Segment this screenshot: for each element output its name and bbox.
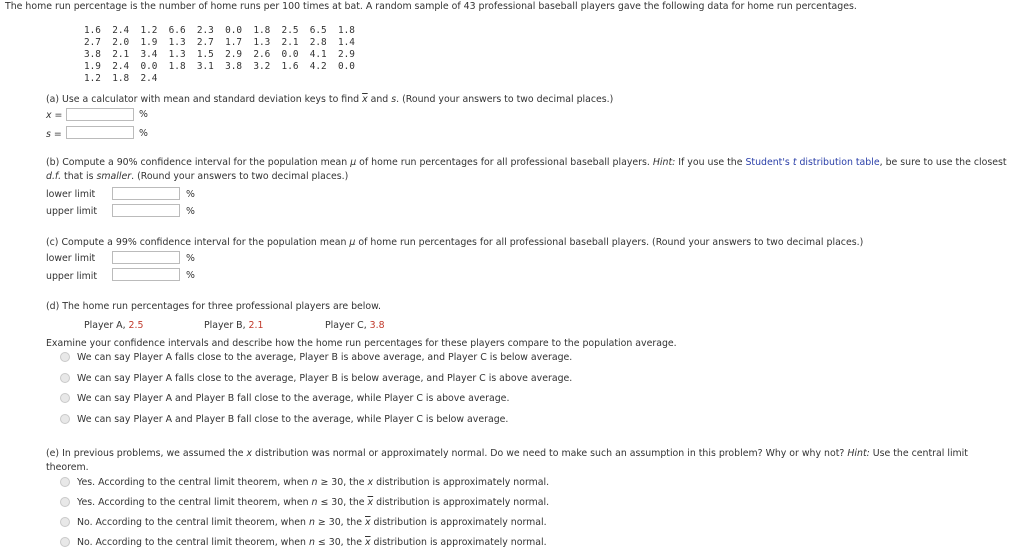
s-input[interactable] <box>66 126 134 139</box>
option-label: We can say Player A falls close to the average, Player B is above average, and Player C is below average. <box>77 352 573 363</box>
option-label: We can say Player A falls close to the average, Player B is below average, and Player C is above average. <box>77 373 573 384</box>
radio-button[interactable] <box>60 352 70 362</box>
player-c: Player C, 3.8 <box>325 320 385 331</box>
percent-unit: % <box>139 128 148 139</box>
b-lower-limit-input[interactable] <box>112 187 180 200</box>
xbar-input[interactable] <box>66 108 134 121</box>
option-label: Yes. According to the central limit theorem, when n ≥ 30, the x distribution is approximately normal. <box>77 477 550 488</box>
radio-button[interactable] <box>60 414 70 424</box>
s-label: s = <box>46 129 62 140</box>
percent-unit: % <box>186 189 195 200</box>
data-row: 2.7 2.0 1.9 1.3 2.7 1.7 1.3 2.1 2.8 1.4 <box>84 37 355 48</box>
c-upper-limit-input[interactable] <box>112 268 180 281</box>
part-c-question: (c) Compute a 99% confidence interval for the population mean μ of home run percentages for all professional baseball players. (Round your answers to two decimal places.) <box>46 237 864 248</box>
percent-unit: % <box>186 206 195 217</box>
intro-text: The home run percentage is the number of home runs per 100 times at bat. A random sample of 43 professional baseball players gave the following data for home run percentages. <box>5 1 857 12</box>
lower-limit-label: lower limit <box>46 189 96 200</box>
part-b-question: (b) Compute a 90% confidence interval for the population mean μ of home run percentages for all professional baseball players. Hint: If you use the Student's t distribution table, be sure to use the closest <box>46 157 1007 168</box>
data-row: 3.8 2.1 3.4 1.3 1.5 2.9 2.6 0.0 4.1 2.9 <box>84 49 355 60</box>
radio-button[interactable] <box>60 537 70 547</box>
lower-limit-label: lower limit <box>46 253 96 264</box>
data-row: 1.9 2.4 0.0 1.8 3.1 3.8 3.2 1.6 4.2 0.0 <box>84 61 355 72</box>
part-e-question-line2: theorem. <box>46 462 89 473</box>
option-label: No. According to the central limit theorem, when n ≥ 30, the $\overline{x}$ distribution is approximately normal. <box>77 517 547 528</box>
c-lower-limit-input[interactable] <box>112 251 180 264</box>
data-row: 1.6 2.4 1.2 6.6 2.3 0.0 1.8 2.5 6.5 1.8 <box>84 25 355 36</box>
option-label: Yes. According to the central limit theorem, when n ≤ 30, the $\overline{x}$ distribution is approximately normal. <box>77 497 550 508</box>
xbar-symbol: $\overline{x}$ <box>362 94 368 105</box>
player-a: Player A, 2.5 <box>84 320 144 331</box>
option-label: We can say Player A and Player B fall close to the average, while Player C is above average. <box>77 393 510 404</box>
radio-button[interactable] <box>60 393 70 403</box>
s-symbol: s <box>391 94 397 105</box>
percent-unit: % <box>186 253 195 264</box>
option-label: No. According to the central limit theorem, when n ≤ 30, the $\overline{x}$ distribution is approximately normal. <box>77 537 547 548</box>
t-distribution-table-link[interactable]: Student's t distribution table <box>745 157 880 168</box>
option-label: We can say Player A and Player B fall close to the average, while Player C is below average. <box>77 414 509 425</box>
part-d-examine: Examine your confidence intervals and describe how the home run percentages for these players compare to the population average. <box>46 338 677 349</box>
part-d-question: (d) The home run percentages for three professional players are below. <box>46 301 381 312</box>
upper-limit-label: upper limit <box>46 271 98 282</box>
percent-unit: % <box>186 270 195 281</box>
part-a-question: (a) Use a calculator with mean and standard deviation keys to find $\overline{x}$ and s. (Round your answers to two decimal places.) <box>46 94 614 105</box>
radio-button[interactable] <box>60 517 70 527</box>
part-b-question-line2: d.f. that is smaller. (Round your answers to two decimal places.) <box>46 171 349 182</box>
b-upper-limit-input[interactable] <box>112 204 180 217</box>
percent-unit: % <box>139 109 148 120</box>
radio-button[interactable] <box>60 477 70 487</box>
xbar-label: x = <box>46 110 63 121</box>
upper-limit-label: upper limit <box>46 206 98 217</box>
part-e-question: (e) In previous problems, we assumed the x distribution was normal or approximately normal. Do we need to make such an assumption in this problem? Why or why not? Hint: Use the central limit <box>46 448 968 459</box>
radio-button[interactable] <box>60 373 70 383</box>
player-b: Player B, 2.1 <box>204 320 264 331</box>
data-row: 1.2 1.8 2.4 <box>84 73 158 84</box>
radio-button[interactable] <box>60 497 70 507</box>
